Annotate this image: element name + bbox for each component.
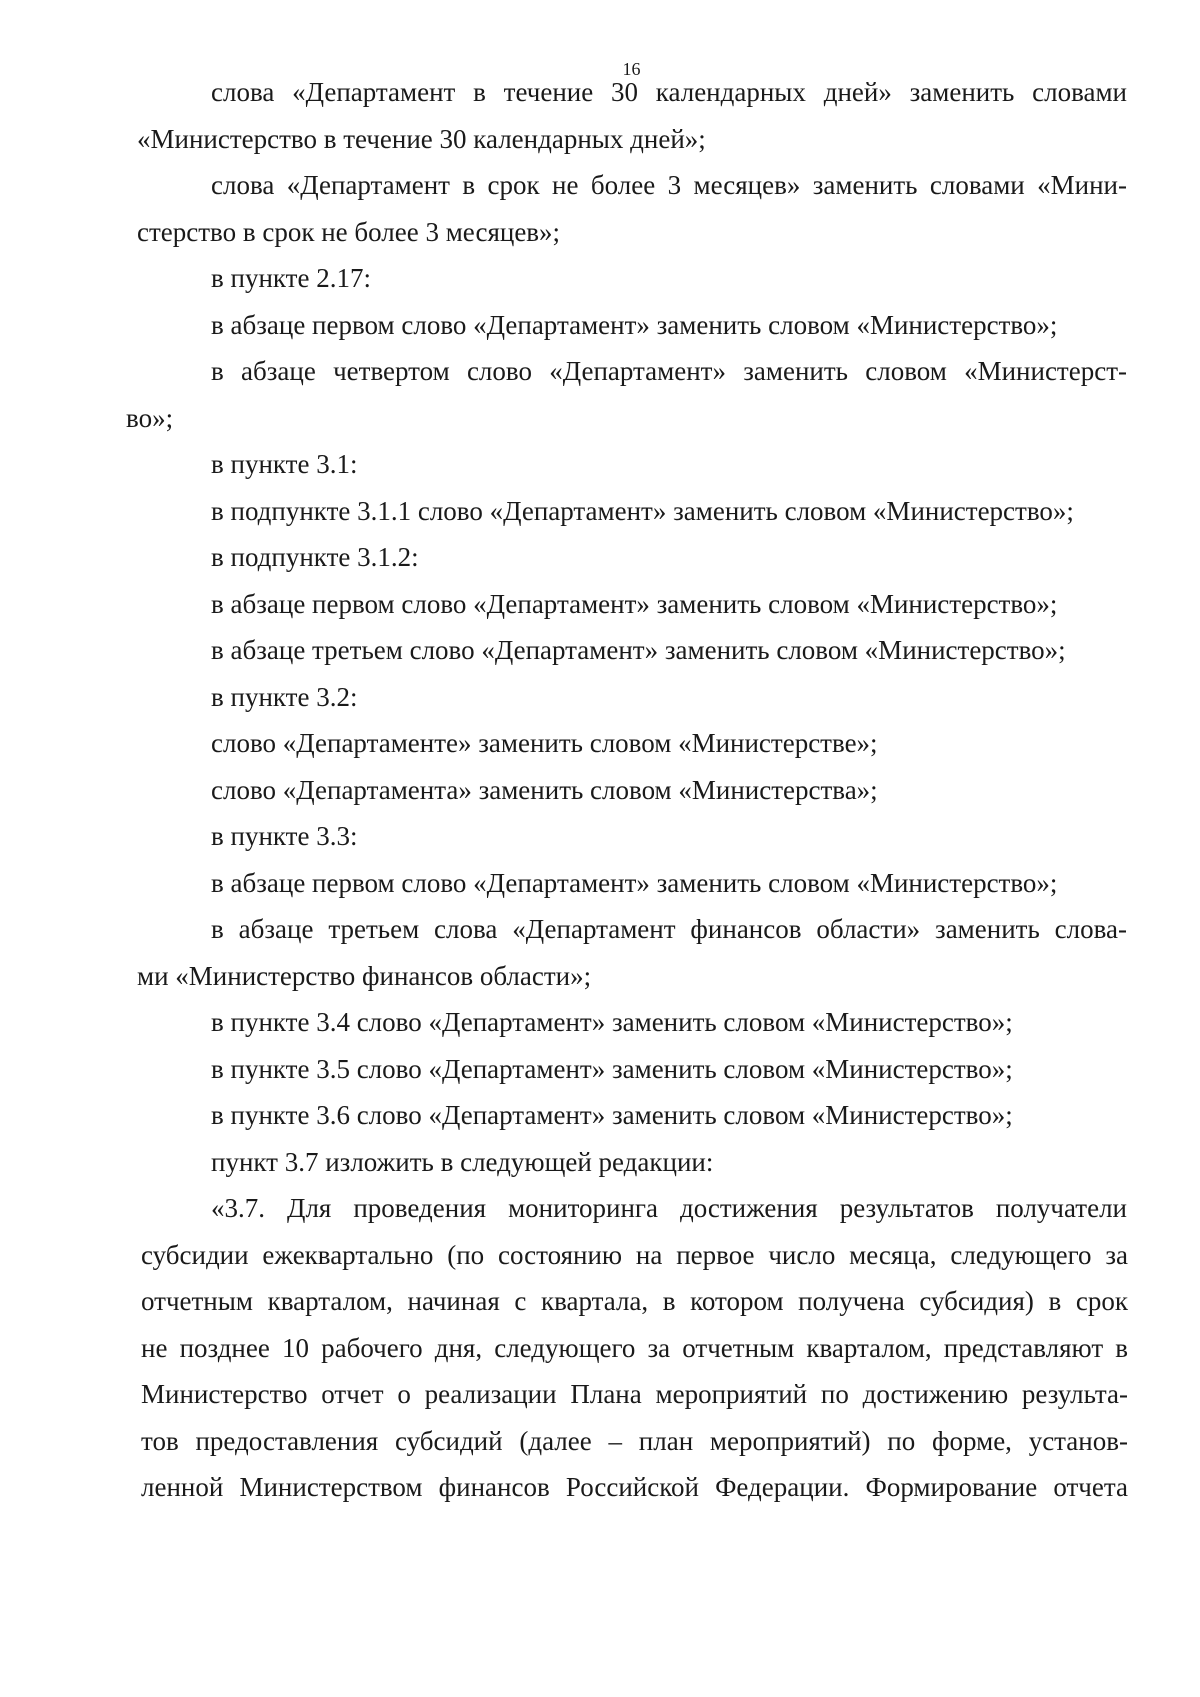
- text-line: в абзаце первом слово «Департамент» заменить словом «Министерство»;: [211, 868, 1058, 898]
- text-line: в подпункте 3.1.1 слово «Департамент» заменить словом «Министерство»;: [211, 496, 1074, 526]
- text-line: в абзаце третьем слово «Департамент» заменить словом «Министерство»;: [211, 635, 1066, 665]
- text-line: в пункте 3.6 слово «Департамент» заменить словом «Министерство»;: [211, 1100, 1013, 1130]
- text-line: в пункте 2.17:: [211, 263, 371, 293]
- text-line: во»;: [126, 403, 174, 433]
- text-line: слово «Департамента» заменить словом «Министерства»;: [211, 775, 878, 805]
- text-line: субсидии ежеквартально (по состоянию на первое число месяца, следующего за: [141, 1240, 1128, 1270]
- text-line: тов предоставления субсидий (далее – план мероприятий) по форме, установ-: [141, 1426, 1128, 1456]
- text-line: «Министерство в течение 30 календарных дней»;: [137, 124, 706, 154]
- text-line: не позднее 10 рабочего дня, следующего за отчетным кварталом, представляют в: [141, 1333, 1128, 1363]
- text-line: стерство в срок не более 3 месяцев»;: [137, 217, 561, 247]
- text-line: отчетным кварталом, начиная с квартала, в котором получена субсидия) в срок: [141, 1286, 1128, 1316]
- text-line: в абзаце третьем слова «Департамент финансов области» заменить слова-: [211, 914, 1127, 944]
- text-line: «3.7. Для проведения мониторинга достижения результатов получатели: [211, 1193, 1127, 1223]
- text-line: в пункте 3.1:: [211, 449, 358, 479]
- text-line: слово «Департаменте» заменить словом «Министерстве»;: [211, 728, 878, 758]
- text-line: в абзаце первом слово «Департамент» заменить словом «Министерство»;: [211, 589, 1058, 619]
- text-line: в пункте 3.5 слово «Департамент» заменить словом «Министерство»;: [211, 1054, 1013, 1084]
- text-line: слова «Департамент в течение 30 календарных дней» заменить словами: [211, 77, 1127, 107]
- text-line: пункт 3.7 изложить в следующей редакции:: [211, 1147, 714, 1177]
- text-line: в пункте 3.4 слово «Департамент» заменить словом «Министерство»;: [211, 1007, 1013, 1037]
- text-line: в подпункте 3.1.2:: [211, 542, 419, 572]
- text-line: в пункте 3.3:: [211, 821, 358, 851]
- text-line: в абзаце четвертом слово «Департамент» заменить словом «Министерст-: [211, 356, 1127, 386]
- text-line: ми «Министерство финансов области»;: [137, 961, 592, 991]
- page-number: 16: [622, 59, 641, 79]
- text-line: в пункте 3.2:: [211, 682, 358, 712]
- text-line: в абзаце первом слово «Департамент» заменить словом «Министерство»;: [211, 310, 1058, 340]
- text-line: слова «Департамент в срок не более 3 месяцев» заменить словами «Мини-: [211, 170, 1127, 200]
- text-line: ленной Министерством финансов Российской Федерации. Формирование отчета: [141, 1472, 1128, 1502]
- text-line: Министерство отчет о реализации Плана мероприятий по достижению результа-: [141, 1379, 1128, 1409]
